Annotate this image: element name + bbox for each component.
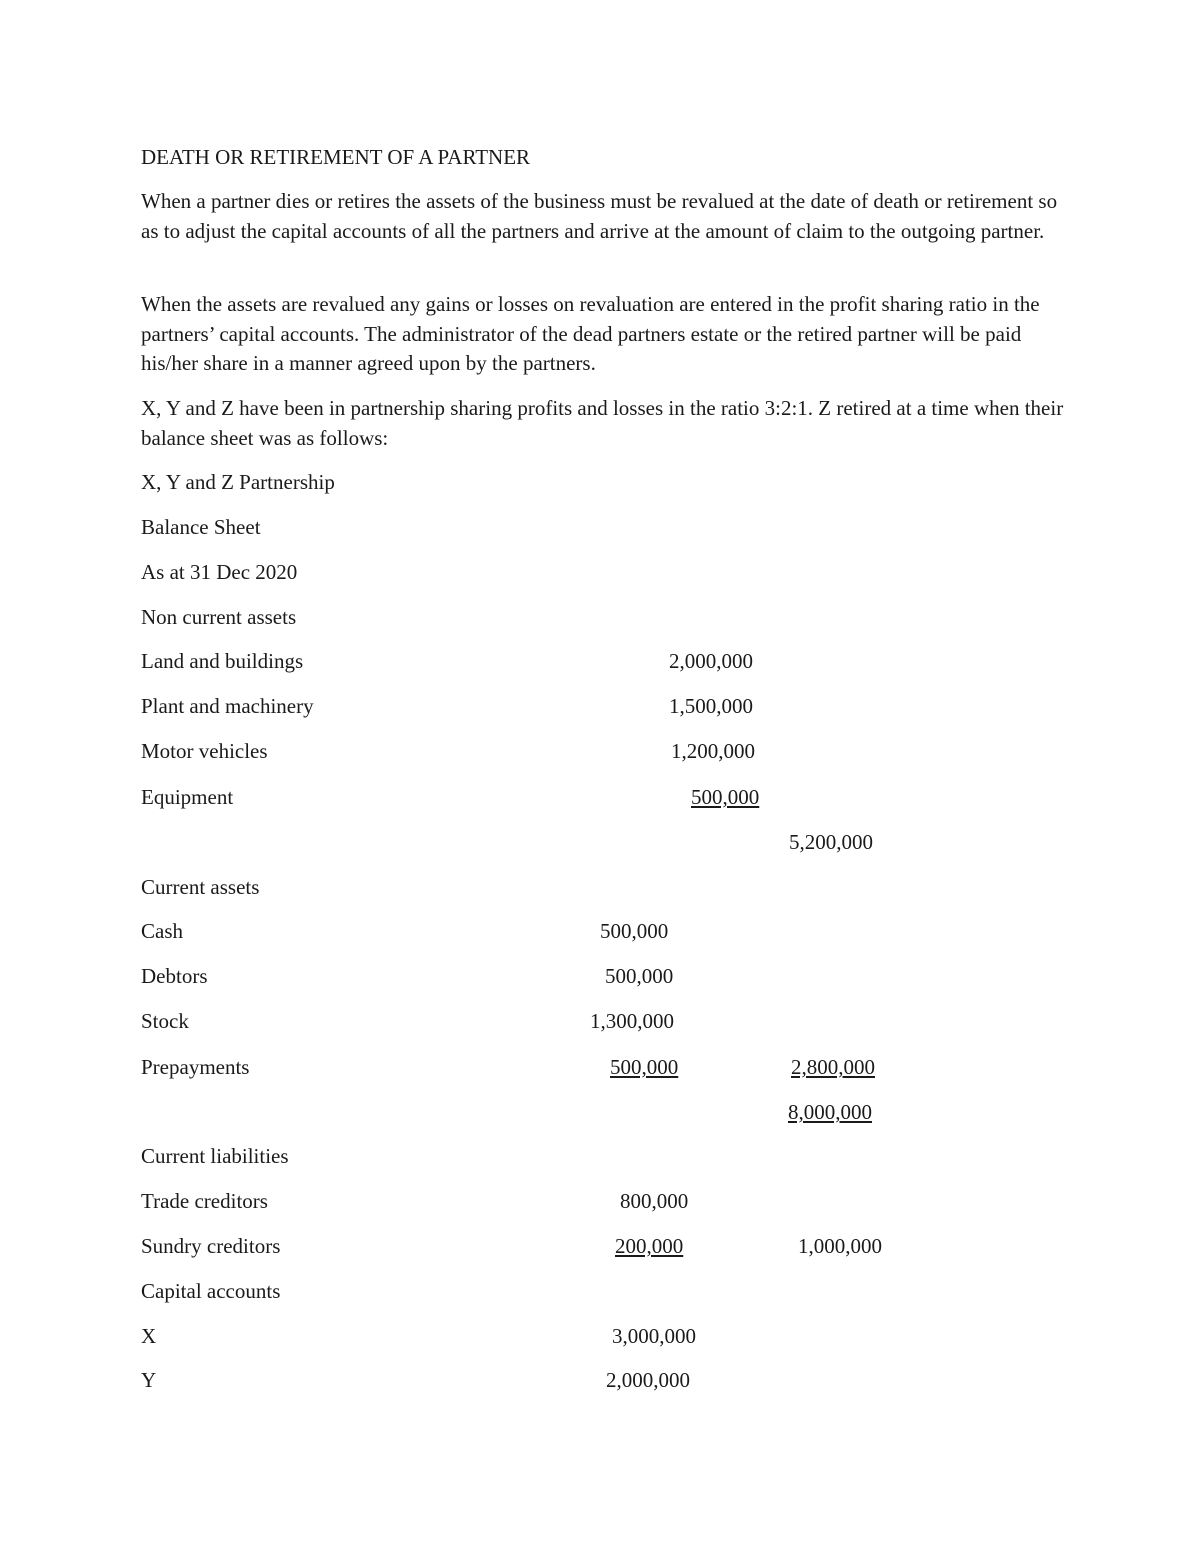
item-equipment: Equipment <box>141 785 234 809</box>
item-trade-creditors: Trade creditors <box>141 1189 268 1213</box>
amount-stock: 1,300,000 <box>590 1009 674 1033</box>
amount-capital-y: 2,000,000 <box>606 1368 690 1392</box>
amount-debtors: 500,000 <box>605 964 674 988</box>
amount-motor-vehicles: 1,200,000 <box>671 739 755 763</box>
item-stock: Stock <box>141 1009 189 1033</box>
document-title: DEATH OR RETIREMENT OF A PARTNER <box>141 145 531 169</box>
item-sundry-creditors: Sundry creditors <box>141 1234 281 1258</box>
amount-equipment: 500,000 <box>691 785 760 809</box>
total-current-liabilities: 1,000,000 <box>798 1234 882 1258</box>
amount-capital-x: 3,000,000 <box>612 1324 696 1348</box>
item-plant-and-machinery: Plant and machinery <box>141 694 314 718</box>
item-land-and-buildings: Land and buildings <box>141 649 304 673</box>
amount-sundry-creditors: 200,000 <box>615 1234 684 1258</box>
section-non-current-assets: Non current assets <box>141 605 297 629</box>
amount-cash: 500,000 <box>600 919 669 943</box>
total-current-assets: 2,800,000 <box>791 1055 875 1079</box>
grand-total-assets: 8,000,000 <box>788 1100 872 1124</box>
paragraph-question: X, Y and Z have been in partnership sharing profits and losses in the ratio 3:2:1. Z retired at a time when their balance sheet was as follows: <box>141 396 1064 450</box>
section-capital-accounts: Capital accounts <box>141 1279 281 1303</box>
total-non-current-assets: 5,200,000 <box>789 830 873 854</box>
statement-date: As at 31 Dec 2020 <box>141 560 298 584</box>
amount-plant-and-machinery: 1,500,000 <box>669 694 753 718</box>
item-prepayments: Prepayments <box>141 1055 250 1079</box>
item-motor-vehicles: Motor vehicles <box>141 739 268 763</box>
statement-name: Balance Sheet <box>141 515 261 539</box>
paragraph-gains-losses: When the assets are revalued any gains or losses on revaluation are entered in the profit sharing ratio in the partners’ capital accounts. The administrator of the dead partners estate or the retired partner will be paid his/her share in a manner agreed upon by the partners. <box>141 292 1040 375</box>
amount-trade-creditors: 800,000 <box>620 1189 689 1213</box>
amount-prepayments: 500,000 <box>610 1055 679 1079</box>
amount-land-and-buildings: 2,000,000 <box>669 649 753 673</box>
entity-name: X, Y and Z Partnership <box>141 470 335 494</box>
section-current-liabilities: Current liabilities <box>141 1144 289 1168</box>
paragraph-revaluation: When a partner dies or retires the assets of the business must be revalued at the date of death or retirement so as to adjust the capital accounts of all the partners and arrive at the amount of claim to the outgoing partner. <box>141 189 1058 243</box>
item-capital-x: X <box>141 1324 157 1348</box>
section-current-assets: Current assets <box>141 875 260 899</box>
item-capital-y: Y <box>141 1368 157 1392</box>
item-cash: Cash <box>141 919 183 943</box>
item-debtors: Debtors <box>141 964 208 988</box>
